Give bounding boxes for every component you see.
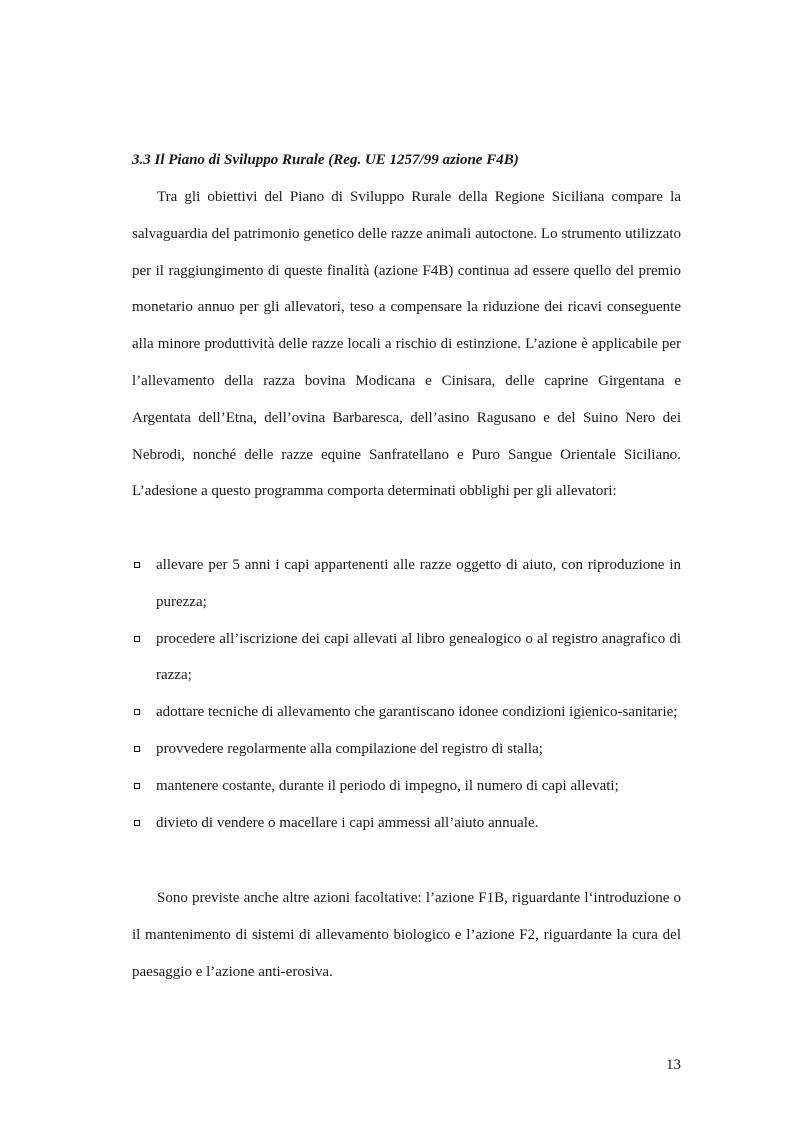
intro-paragraph: Tra gli obiettivi del Piano di Sviluppo Rurale della Regione Siciliana compare la salvaguardia del patrimonio genetico delle razze animali autoctone. Lo strumento utilizzato per il raggiungimento di queste finalità (azione F4B) continua ad essere quello del premio monetario annuo per gli allevatori, teso a compensare la riduzione dei ricavi conseguente alla minore produttività delle razze locali a rischio di estinzione. L’azione è applicabile per l’allevamento della razza bovina Modicana e Cinisara, delle caprine Girgentana e Argentata dell’Etna, dell’ovina Barbaresca, dell’asino Ragusano e del Suino Nero dei Nebrodi, nonché delle razze equine Sanfratellano e Puro Sangue Orientale Siciliano. L’adesione a questo programma comporta determinati obblighi per gli allevatori:: [132, 189, 681, 500]
list-item: [132, 547, 681, 621]
obligations-list: [132, 547, 681, 841]
checkbox-bullet-icon: [134, 636, 140, 642]
checkbox-bullet-icon: [134, 709, 140, 715]
list-item: [132, 768, 681, 805]
list-item: [132, 731, 681, 768]
list-item-text: mantenere costante, durante il periodo di impegno, il numero di capi allevati;: [156, 777, 619, 794]
list-item-text: procedere all’iscrizione dei capi allevati al libro genealogico o al registro anagrafico di razza;: [156, 630, 681, 684]
list-item-text: divieto di vendere o macellare i capi ammessi all’aiuto annuale.: [156, 814, 539, 831]
list-item: [132, 621, 681, 695]
checkbox-bullet-icon: [134, 746, 140, 752]
checkbox-bullet-icon: [134, 562, 140, 568]
closing-paragraph: Sono previste anche altre azioni facoltative: l’azione F1B, riguardante l‘introduzione o il mantenimento di sistemi di allevamento biologico e l’azione F2, riguardante la cura del paesaggio e l’azione anti-erosiva.: [132, 890, 681, 980]
checkbox-bullet-icon: [134, 783, 140, 789]
list-item-text: adottare tecniche di allevamento che garantiscano idonee condizioni igienico-sanitarie;: [156, 704, 678, 721]
list-item: [132, 805, 681, 842]
list-item-text: allevare per 5 anni i capi appartenenti alle razze oggetto di aiuto, con riproduzione in purezza;: [156, 557, 681, 610]
list-item-text: provvedere regolarmente alla compilazione del registro di stalla;: [156, 740, 543, 757]
section-heading: 3.3 Il Piano di Sviluppo Rurale (Reg. UE 1257/99 azione F4B): [132, 152, 519, 168]
list-item: [132, 694, 681, 731]
page-number: 13: [666, 1057, 681, 1073]
checkbox-bullet-icon: [134, 820, 140, 826]
